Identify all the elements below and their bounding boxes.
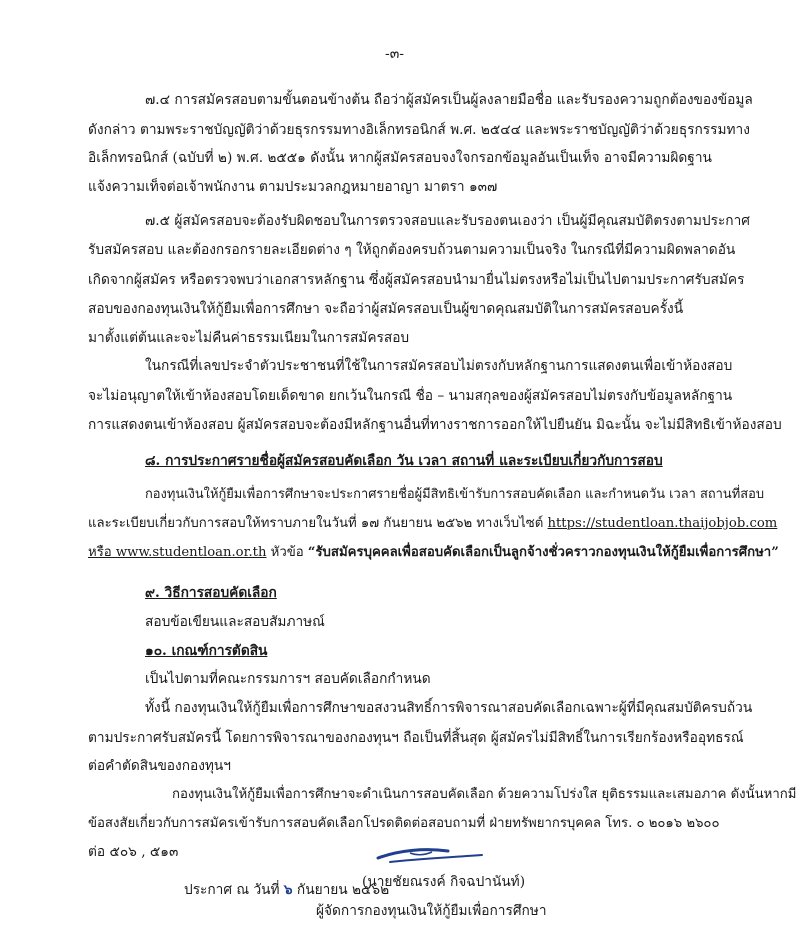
- topic-label: หัวข้อ: [266, 545, 308, 560]
- para-7-5-line-1: ๗.๕ ผู้สมัครสอบจะต้องรับผิดชอบในการตรวจสอบและรับรองตนเองว่า เป็นผู้มีคุณสมบัติตรงตามประกาศ: [145, 213, 750, 229]
- announce-prefix: ประกาศ ณ วันที่: [184, 882, 284, 898]
- website-link-thaijobjob[interactable]: https://studentloan.thaijobjob.com: [547, 516, 778, 531]
- section-8-line-3: [88, 543, 779, 563]
- para-reserve-line-1: ทั้งนี้ กองทุนเงินให้กู้ยืมเพื่อการศึกษาขอสงวนสิทธิ์การพิจารณาสอบคัดเลือกเฉพาะผู้ที่มีคุณสมบัติครบถ้วน: [145, 700, 753, 716]
- section-9-heading: ๙. วิธีการสอบคัดเลือก: [145, 585, 277, 601]
- para-7-4-line-1: ๗.๔ การสมัครสอบตามขั้นตอนข้างต้น ถือว่าผู้สมัครเป็นผู้ลงลายมือชื่อ และรับรองความถูกต้องของข้อมูล: [145, 92, 753, 108]
- website-link-studentloan[interactable]: หรือ www.studentloan.or.th: [88, 545, 267, 560]
- para-7-5-line-3: เกิดจากผู้สมัคร หรือตรวจพบว่าเอกสารหลักฐาน ซึ่งผู้สมัครสอบนำมายื่นไม่ตรงหรือไม่เป็นไปตามประกาศรับสมัคร: [88, 272, 745, 288]
- announce-date: [184, 880, 389, 900]
- para-id-line-2: จะไม่อนุญาตให้เข้าห้องสอบโดยเด็ดขาด ยกเว้นในกรณี ชื่อ – นามสกุลของผู้สมัครสอบไม่ตรงกับข้อมูลหลักฐาน: [88, 388, 733, 404]
- topic-title: “รับสมัครบุคคลเพื่อสอบคัดเลือกเป็นลูกจ้างชั่วคราวกองทุนเงินให้กู้ยืมเพื่อการศึกษา”: [307, 545, 779, 560]
- para-7-5-line-5: มาตั้งแต่ต้นและจะไม่คืนค่าธรรมเนียมในการสมัครสอบ: [88, 330, 410, 346]
- section-8-heading: ๘. การประกาศรายชื่อผู้สมัครสอบคัดเลือก วัน เวลา สถานที่ และระเบียบเกี่ยวกับการสอบ: [145, 453, 663, 469]
- announce-day: ๖: [283, 882, 293, 898]
- para-id-line-1: ในกรณีที่เลขประจำตัวประชาชนที่ใช้ในการสมัครสอบไม่ตรงกับหลักฐานการแสดงตนเพื่อเข้าห้องสอบ: [145, 358, 733, 374]
- announce-suffix: กันยายน ๒๕๖๒: [292, 882, 390, 898]
- para-7-5-line-2: รับสมัครสอบ และต้องกรอกรายละเอียดต่าง ๆ ให้ถูกต้องครบถ้วนตามความเป็นจริง ในกรณีที่มีความผิดพลาดอัน: [88, 242, 736, 258]
- section-8-line-2: [88, 514, 777, 534]
- signature-image: [370, 842, 490, 872]
- section-9-line-1: สอบข้อเขียนและสอบสัมภาษณ์: [145, 614, 325, 630]
- signatory-title: ผู้จัดการกองทุนเงินให้กู้ยืมเพื่อการศึกษา: [316, 903, 547, 919]
- para-7-4-line-2: ดังกล่าว ตามพระราชบัญญัติว่าด้วยธุรกรรมทางอิเล็กทรอนิกส์ พ.ศ. ๒๕๔๔ และพระราชบัญญัติว่าด้วยธุรกรรมทาง: [88, 122, 750, 138]
- para-id-line-3: การแสดงตนเข้าห้องสอบ ผู้สมัครสอบจะต้องมีหลักฐานอื่นที่ทางราชการออกให้ไปยืนยัน มิฉะนั้น จะไม่มีสิทธิเข้าห้องสอบ: [88, 417, 782, 433]
- signatory-name: (นายชัยณรงค์ กิจฉปานันท์): [362, 874, 526, 890]
- para-reserve-line-3: ต่อคำตัดสินของกองทุนฯ: [88, 758, 231, 774]
- section-8-line-1: กองทุนเงินให้กู้ยืมเพื่อการศึกษาจะประกาศรายชื่อผู้มีสิทธิเข้ารับการสอบคัดเลือก และกำหนดวัน เวลา สถานที่สอบ: [145, 487, 765, 502]
- para-reserve-line-2: ตามประกาศรับสมัครนี้ โดยการพิจารณาของกองทุนฯ ถือเป็นที่สิ้นสุด ผู้สมัครไม่มีสิทธิ์ในการเรียกร้องหรืออุทธรณ์: [88, 730, 744, 746]
- para-contact-line-1: กองทุนเงินให้กู้ยืมเพื่อการศึกษาจะดำเนินการสอบคัดเลือก ด้วยความโปร่งใส ยุติธรรมและเสมอภาค ดังนั้นหากมี: [172, 787, 797, 802]
- para-7-4-line-4: แจ้งความเท็จต่อเจ้าพนักงาน ตามประมวลกฎหมายอาญา มาตรา ๑๓๗: [88, 179, 498, 195]
- section-10-heading: ๑๐. เกณฑ์การตัดสิน: [145, 643, 268, 659]
- page-number: -๓-: [385, 46, 405, 62]
- section-8-line-2-text: และระเบียบเกี่ยวกับการสอบให้ทราบภายในวันที่ ๑๗ กันยายน ๒๕๖๒ ทางเว็บไซต์: [88, 516, 548, 531]
- section-10-line-1: เป็นไปตามที่คณะกรรมการฯ สอบคัดเลือกกำหนด: [145, 671, 431, 687]
- para-7-4-line-3: อิเล็กทรอนิกส์ (ฉบับที่ ๒) พ.ศ. ๒๕๕๑ ดังนั้น หากผู้สมัครสอบจงใจกรอกข้อมูลอันเป็นเท็จ อาจมีความผิดฐาน: [88, 150, 712, 166]
- para-7-5-line-4: สอบของกองทุนเงินให้กู้ยืมเพื่อการศึกษา จะถือว่าผู้สมัครสอบเป็นผู้ขาดคุณสมบัติในการสมัครสอบครั้งนี้: [88, 301, 684, 317]
- para-contact-line-2: ข้อสงสัยเกี่ยวกับการสมัครเข้ารับการสอบคัดเลือกโปรดติดต่อสอบถามที่ ฝ่ายทรัพยากรบุคคล โทร. ๐ ๒๐๑๖ ๒๖๐๐: [88, 816, 720, 831]
- para-contact-line-3: ต่อ ๕๐๖ , ๕๑๓: [88, 844, 179, 860]
